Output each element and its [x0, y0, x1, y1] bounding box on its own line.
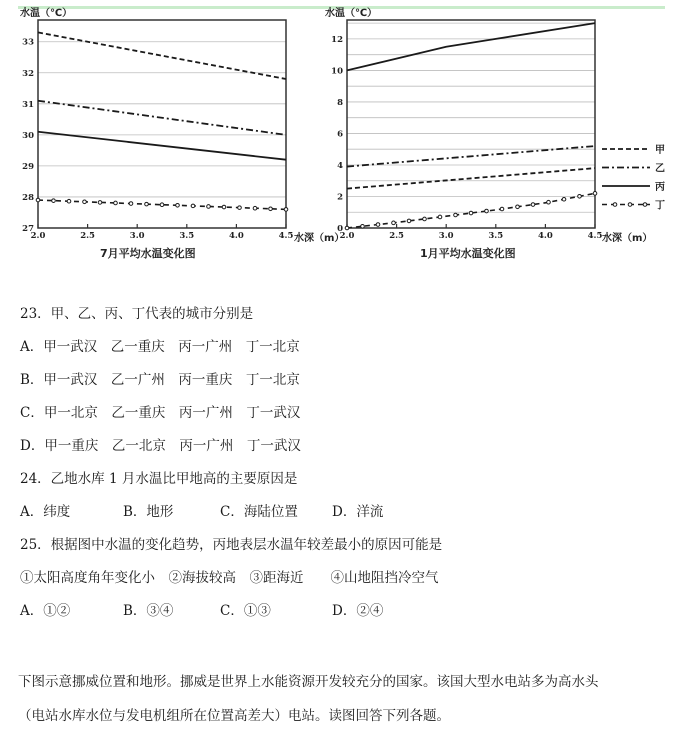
x-tick-label: 3.5: [179, 231, 195, 241]
y-tick-label: 30: [22, 130, 34, 141]
q25-option-a[interactable]: A．①②: [20, 603, 71, 619]
q25-option-d[interactable]: D．②④: [332, 603, 384, 619]
legend-marker: [628, 203, 632, 207]
series-marker-丁: [129, 202, 133, 206]
series-marker-丁: [562, 197, 566, 201]
legend-marker: [613, 203, 617, 207]
legend-label-丙: 丙: [655, 182, 665, 193]
q23-option-b[interactable]: B．甲一武汉 乙一广州 丙一重庆 丁一北京: [20, 372, 300, 388]
series-line-乙: [38, 101, 286, 135]
series-marker-丁: [284, 208, 288, 212]
series-marker-丁: [407, 219, 411, 223]
x-tick-label: 2.5: [389, 231, 404, 241]
series-line-丙: [347, 23, 595, 70]
series-marker-丁: [578, 194, 582, 198]
legend-label-乙: 乙: [655, 163, 665, 175]
y-tick-label: 27: [22, 224, 34, 234]
x-tick-label: 2.0: [339, 231, 355, 241]
y-tick-label: 31: [22, 99, 34, 110]
series-marker-丁: [67, 199, 71, 203]
series-marker-丁: [454, 213, 458, 217]
q23-option-a[interactable]: A．甲一武汉 乙一重庆 丙一广州 丁一北京: [20, 339, 300, 355]
y-tick-label: 8: [337, 97, 343, 108]
series-line-甲: [347, 168, 595, 188]
x-tick-label: 3.0: [438, 231, 454, 241]
q24-option-c[interactable]: C．海陆位置: [220, 504, 298, 520]
y-tick-label: 28: [22, 192, 34, 203]
chart-july-ylabel: 水温（℃）: [20, 8, 73, 19]
y-tick-label: 6: [337, 129, 343, 140]
legend-marker: [643, 203, 647, 207]
series-marker-丁: [438, 215, 442, 219]
charts-area: [0, 0, 685, 270]
q25-option-c[interactable]: C．①③: [220, 603, 271, 619]
series-marker-丁: [98, 201, 102, 205]
chart-january-ylabel: 水温（℃）: [325, 8, 378, 19]
series-marker-丁: [269, 207, 273, 211]
series-marker-丁: [253, 206, 257, 210]
series-marker-丁: [361, 224, 365, 228]
series-marker-丁: [469, 211, 473, 215]
series-line-甲: [38, 32, 286, 79]
x-tick-label: 3.5: [488, 231, 504, 241]
series-marker-丁: [392, 221, 396, 225]
series-marker-丁: [114, 201, 118, 205]
x-tick-label: 4.0: [229, 231, 244, 241]
q23-option-d[interactable]: D．甲一重庆 乙一北京 丙一广州 丁一武汉: [20, 438, 301, 454]
q24-option-d[interactable]: D．洋流: [332, 504, 384, 520]
legend-label-丁: 丁: [655, 200, 665, 212]
legend: [602, 144, 665, 212]
y-tick-label: 12: [331, 34, 343, 45]
y-tick-label: 4: [337, 160, 343, 171]
q25-options: [20, 603, 383, 619]
chart-january-title: 1月平均水温变化图: [420, 247, 516, 260]
passage-line-2: （电站水库水位与发电机组所在位置高差大）电站。读图回答下列各题。: [18, 708, 450, 724]
series-line-丙: [38, 132, 286, 160]
y-tick-label: 0: [337, 224, 343, 234]
series-marker-丁: [145, 202, 149, 206]
series-marker-丁: [207, 205, 211, 209]
x-tick-label: 3.0: [129, 231, 145, 241]
chart-january-xlabel: 水深（m）: [602, 233, 653, 244]
chart-july-title: 7月平均水温变化图: [100, 247, 196, 260]
series-marker-丁: [423, 217, 427, 221]
series-marker-丁: [238, 206, 242, 210]
series-marker-丁: [547, 200, 551, 204]
series-marker-丁: [593, 192, 597, 196]
y-tick-label: 29: [22, 161, 34, 172]
x-tick-label: 2.0: [30, 231, 46, 241]
series-marker-丁: [500, 207, 504, 211]
x-tick-label: 2.5: [80, 231, 95, 241]
legend-label-甲: 甲: [655, 145, 665, 156]
series-marker-丁: [160, 203, 164, 207]
series-marker-丁: [52, 199, 56, 203]
x-tick-label: 4.5: [587, 231, 603, 241]
y-tick-label: 10: [331, 66, 343, 77]
y-tick-label: 33: [22, 37, 34, 48]
question-24-stem: 24．乙地水库 1 月水温比甲地高的主要原因是: [20, 471, 298, 487]
chart-july-xlabel: 水深（m）: [294, 233, 345, 244]
question-23-stem: 23．甲、乙、丙、丁代表的城市分别是: [20, 306, 254, 322]
passage-line-1: 下图示意挪威位置和地形。挪威是世界上水能资源开发较充分的国家。该国大型水电站多为高水头: [18, 674, 599, 690]
chart-july: [20, 6, 344, 260]
series-marker-丁: [222, 205, 226, 209]
q24-option-b[interactable]: B．地形: [123, 504, 174, 520]
series-marker-丁: [531, 203, 535, 207]
y-tick-label: 2: [337, 192, 343, 203]
q24-options: [20, 504, 383, 520]
q24-option-a[interactable]: A．纬度: [20, 504, 71, 520]
series-line-丁: [347, 193, 595, 228]
series-marker-丁: [345, 226, 349, 230]
question-25-stem: 25．根据图中水温的变化趋势，丙地表层水温年较差最小的原因可能是: [20, 537, 443, 553]
x-tick-label: 4.5: [278, 231, 294, 241]
series-marker-丁: [36, 198, 40, 202]
q25-option-b[interactable]: B．③④: [123, 603, 174, 619]
q23-option-c[interactable]: C．甲一北京 乙一重庆 丙一广州 丁一武汉: [20, 405, 301, 421]
question-23: [20, 306, 253, 322]
y-tick-label: 32: [22, 68, 34, 79]
series-marker-丁: [83, 200, 87, 204]
x-tick-label: 4.0: [538, 231, 553, 241]
series-marker-丁: [191, 204, 195, 208]
q25-statements: ①太阳高度角年变化小 ②海拔较高 ③距海近 ④山地阻挡冷空气: [20, 570, 439, 586]
series-marker-丁: [376, 223, 380, 227]
chart-january: [325, 6, 652, 260]
series-marker-丁: [516, 205, 520, 209]
series-marker-丁: [176, 203, 180, 207]
series-marker-丁: [485, 209, 489, 213]
